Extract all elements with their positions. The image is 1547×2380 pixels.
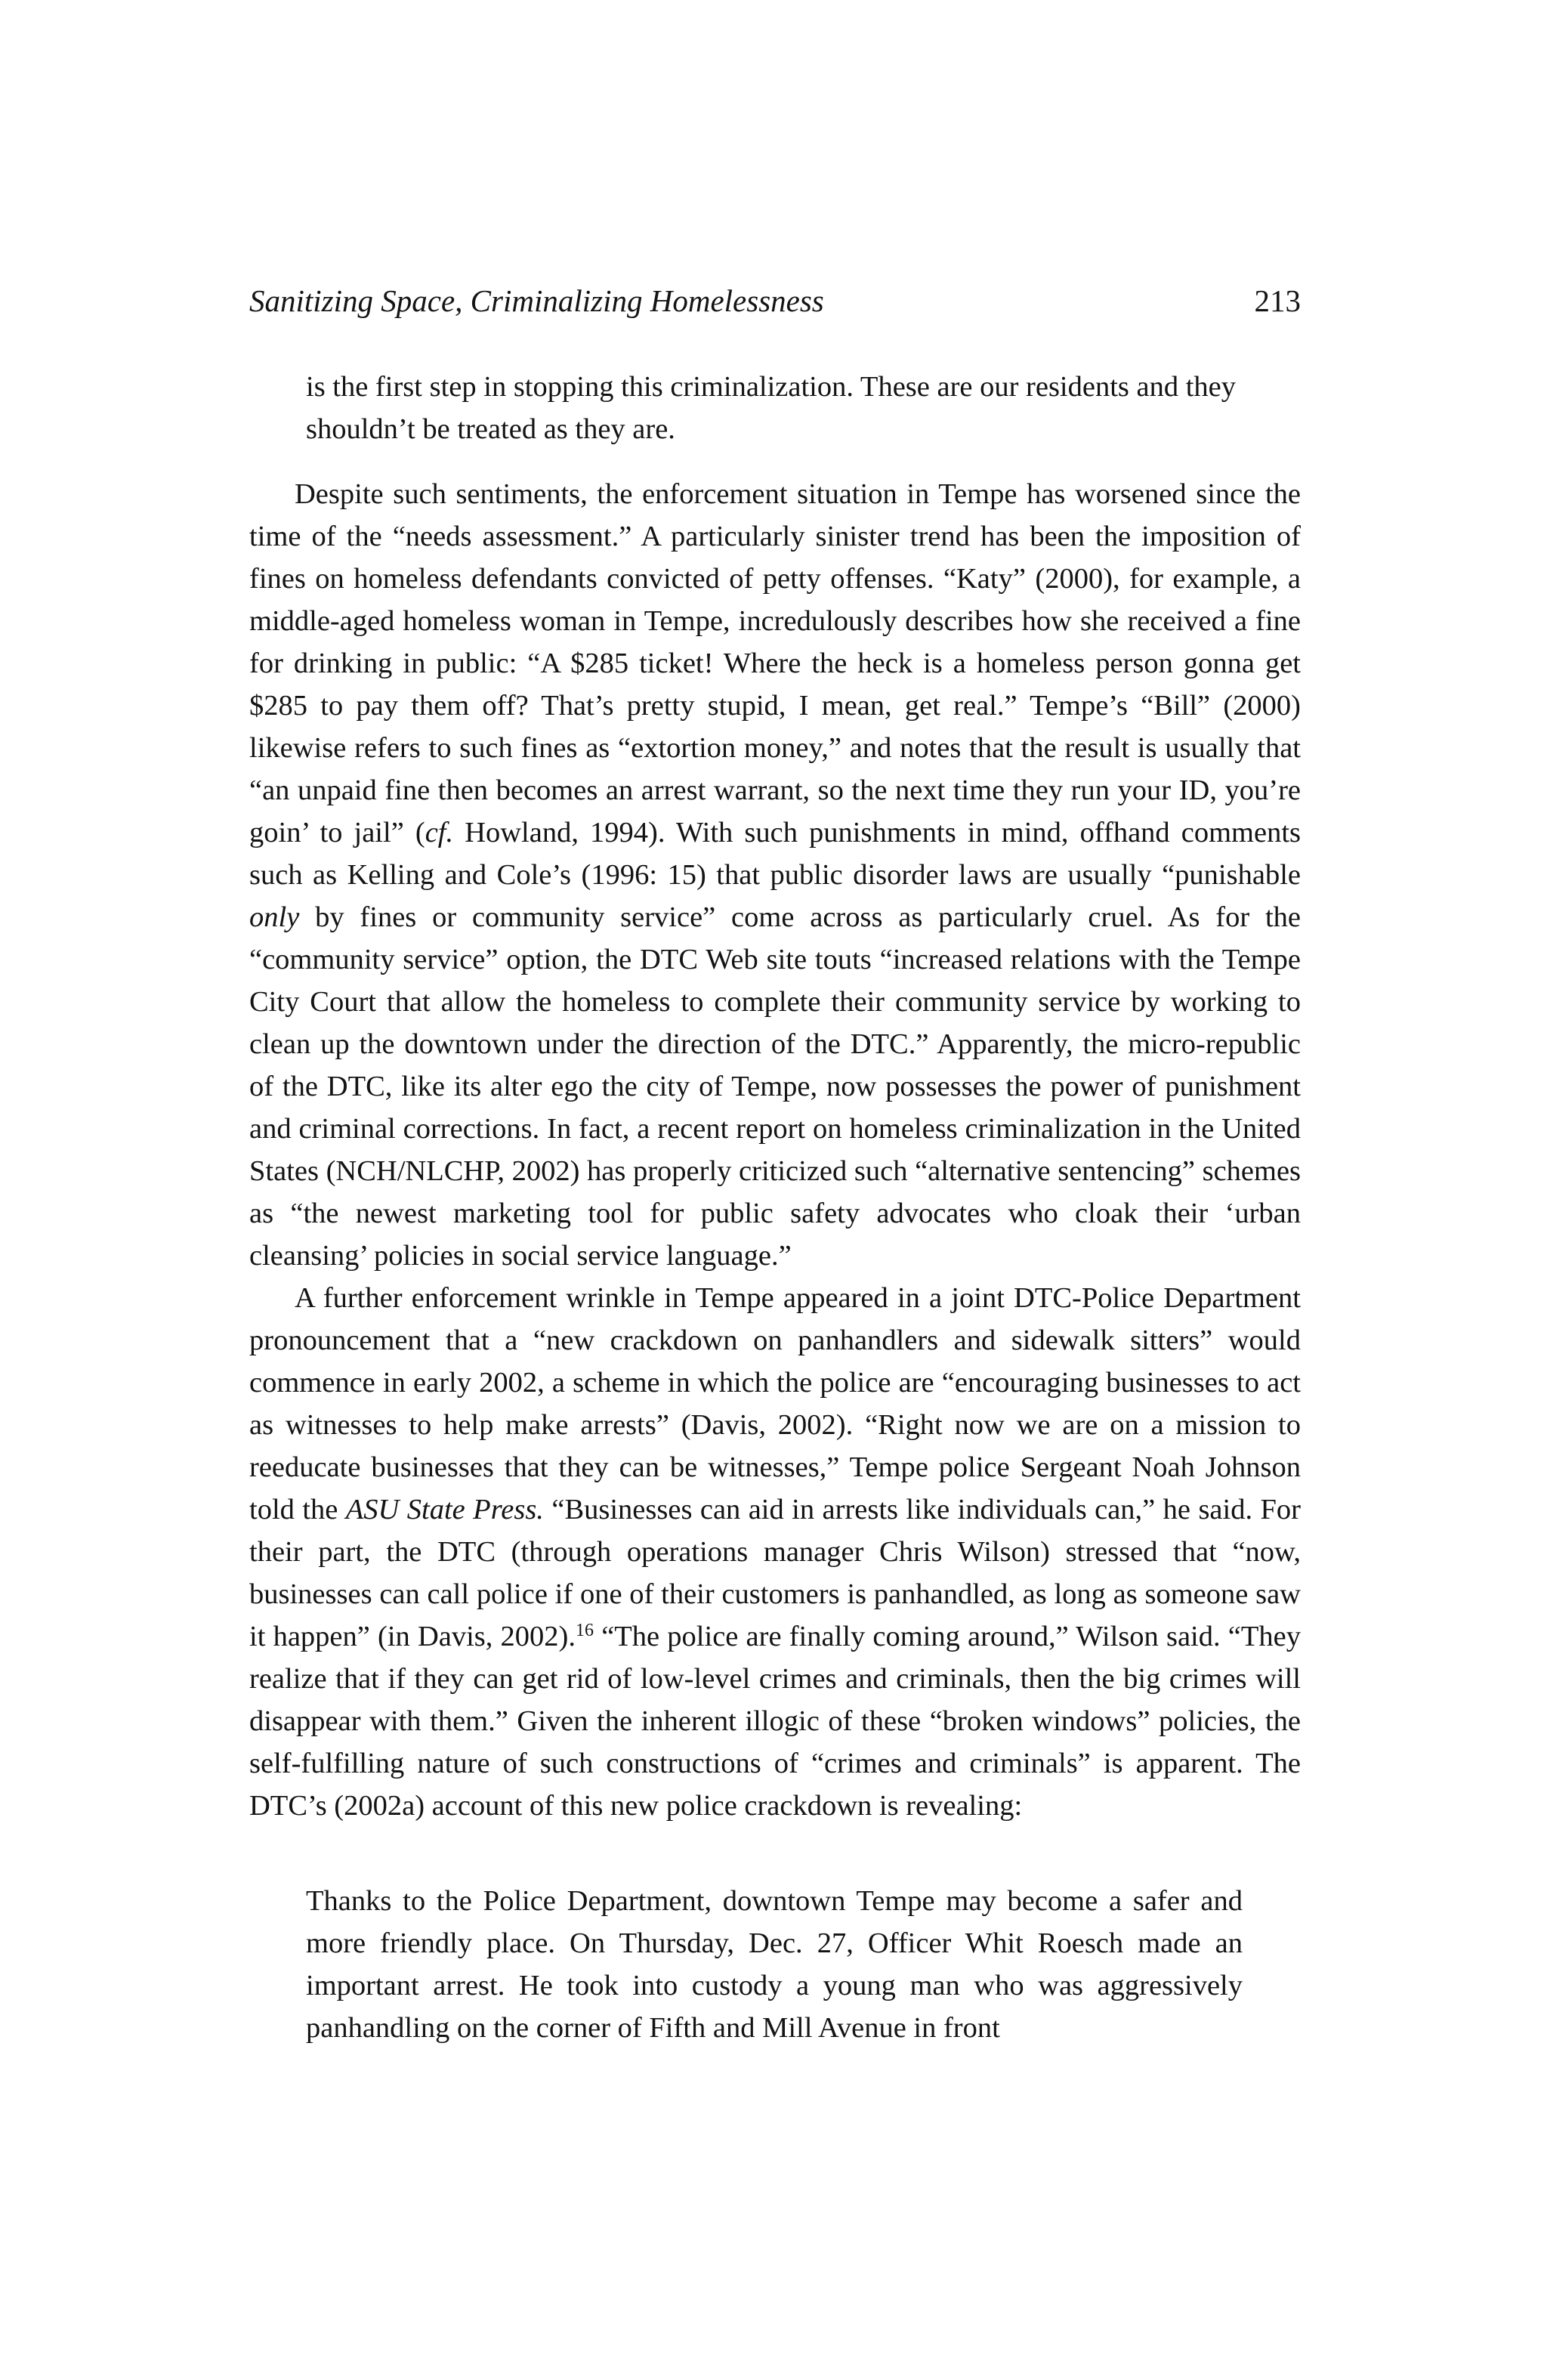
quote-bottom-text: Thanks to the Police Department, downtown Tempe may become a safer and more friendly place. On Thursday, Dec. 27, Officer Whit Roesch made an important arrest. He took into custody a young man who was aggressively panhandling on the corner of Fifth and Mill Avenue in front [306, 1885, 1243, 2044]
quote-top-text: is the first step in stopping this criminalization. These are our residents and they shouldn’t be treated as they are. [306, 371, 1237, 445]
block-quote-bottom [306, 1880, 1243, 2049]
publication-title: ASU State Press. [345, 1494, 544, 1525]
paragraph-2-part-1: A further enforcement wrinkle in Tempe appeared in a joint DTC-Police Department pronouncement that a “new crackdown on panhandlers and sidewalk sitters” would commence in early 2002, a scheme in which the police are “encouraging businesses to act as witnesses to help make arrests” (Davis, 2002). “Right now we are on a mission to reeducate businesses that they can be witnesses,” Tempe police Sergeant Noah Johnson told the [249, 1282, 1301, 1525]
paragraph-1-part-2: Howland, 1994). With such punishments in mind, offhand comments such as Kelling and Cole’s (1996: 15) that public disorder laws are usually “punishable [249, 817, 1301, 891]
paragraph-1-part-1: Despite such sentiments, the enforcement situation in Tempe has worsened since the time of the “needs assessment.” A particularly sinister trend has been the imposition of fines on homeless defendants convicted of petty offenses. “Katy” (2000), for example, a middle-aged homeless woman in Tempe, incredulously describes how she received a fine for drinking in public: “A $285 ticket! Where the heck is a homeless person gonna get $285 to pay them off? That’s pretty stupid, I mean, get real.” Tempe’s “Bill” (2000) likewise refers to such fines as “extortion money,” and notes that the result is usually that “an unpaid fine then becomes an arrest warrant, so the next time they run your ID, you’re goin’ to jail” ( [249, 478, 1301, 848]
paragraph-2-part-3: “The police are finally coming around,” Wilson said. “They realize that if they can get rid of low-level crimes and criminals, then the big crimes will disappear with them.” Given the inherent illogic of these “broken windows” policies, the self-fulfilling nature of such constructions of “crimes and criminals” is apparent. The DTC’s (2002a) account of this new police crackdown is revealing: [249, 1621, 1301, 1822]
emphasis-only: only [249, 901, 300, 933]
body-text [249, 473, 1301, 1827]
block-quote-top [306, 366, 1243, 450]
page-number: 213 [1254, 283, 1301, 318]
footnote-marker[interactable]: 16 [576, 1621, 594, 1640]
paragraph-1 [249, 473, 1301, 1277]
paragraph-2 [249, 1277, 1301, 1827]
paragraph-1-part-3: by fines or community service” come across as particularly cruel. As for the “community service” option, the DTC Web site touts “increased relations with the Tempe City Court that allow the homeless to complete their community service by working to clean up the downtown under the direction of the DTC.” Apparently, the micro-republic of the DTC, like its alter ego the city of Tempe, now possesses the power of punishment and criminal corrections. In fact, a recent report on homeless criminalization in the United States (NCH/NLCHP, 2002) has properly criticized such “alternative sentencing” schemes as “the newest marketing tool for public safety advocates who cloak their ‘urban cleansing’ policies in social service language.” [249, 901, 1302, 1272]
cf-abbreviation: cf. [425, 817, 454, 848]
paragraph-2-part-2: “Businesses can aid in arrests like individuals can,” he said. For their part, the DTC (through operations manager Chris Wilson) stressed that “now, businesses can call police if one of their customers is panhandled, as long as someone saw it happen” (in Davis, 2002). [249, 1494, 1301, 1652]
running-title: Sanitizing Space, Criminalizing Homelessness [249, 283, 824, 318]
